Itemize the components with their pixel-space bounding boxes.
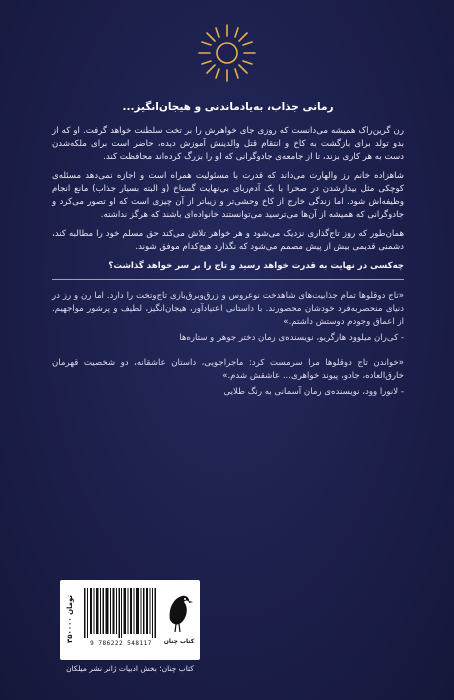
publisher-logo-label: کتاب چنان xyxy=(163,638,195,645)
blurb-paragraph-2: شاهزاده خانم رز والهارت می‌داند که قدرت با مسئولیت همراه است و اجازه نمی‌دهد مسئله‌ی کوچکی مثل بیدارشدن در صحرا با یک آدم‌ربای بی‌نهایت گستاخ (و البته بسیار جذاب) مانع انجام وظیفه‌اش شود. اما زندگی خارج از کاخ وحشی‌تر و زیباتر از آن چیزی است که او تصور می‌کرد و جادوگرانی که همیشه از آن‌ها می‌ترسید می‌توانستند خانواده‌ای باشند که هرگز نداشته. xyxy=(52,171,404,220)
barcode-panel xyxy=(60,580,200,660)
sun-icon xyxy=(196,22,258,84)
barcode-icon xyxy=(84,588,156,638)
blurb-paragraph-1: رن گرین‌راک همیشه می‌دانست که روزی جای خواهرش را بر تخت سلطنت خواهد گرفت. او که از بدو تولد برای بازگشت به کاخ و انتقام قتل والدینش آموزش دیده، حاضر است برای ملکه‌شدن دست به هر کاری بزند، تا از جامعه‌ی جادوگرانی که او را بزرگ کرده‌اند محافظت کند. xyxy=(52,126,404,162)
review-quote-2: «خواندن تاج دوقلوها مرا سرمست کرد: ماجراجویی، داستان عاشقانه، دو شخصیت قهرمان خارق‌العاده، جادو، پیوند خواهری... عاشقش شدم.» xyxy=(52,358,404,381)
blurb-content xyxy=(52,100,404,411)
review-attribution-2: - لانورا وود، نویسنده‌ی رمان آسمانی به رنگ طلایی xyxy=(223,387,404,397)
price-label: ۳۵۰۰۰۰ تومان xyxy=(66,594,74,644)
publisher-bird-icon xyxy=(164,590,194,634)
tagline: رمانی جذاب، به‌یادماندنی و هیجان‌انگیز... xyxy=(122,101,334,113)
closing-question: چه‌کسی در نهایت به قدرت خواهد رسید و تاج را بر سر خواهد گذاشت؟ xyxy=(108,261,404,271)
publisher-footer: کتاب چنان؛ بخش ادبیات ژانر نشر میلکان xyxy=(66,664,194,673)
blurb-paragraph-3: همان‌طور که روز تاج‌گذاری نزدیک می‌شود و هر خواهر تلاش می‌کند حق مسلم خود را مطالبه کند، دشمنی قدیمی بیش از پیش مصمم می‌شود که نگذارد هیچ‌کدام موفق شوند. xyxy=(52,229,404,252)
isbn-digits: 9 786222 548117 xyxy=(90,640,152,647)
review-attribution-1: - کی‌ران میلوود هارگریو، نویسنده‌ی رمان دختر جوهر و ستاره‌ها xyxy=(179,333,404,343)
review-quote-1: «تاج دوقلوها تمام جذابیت‌های شاهدخت نوعروس و زرق‌وبرق‌بازی تاج‌وتخت را دارد. اما رن و رز در دنیای منحصربه‌فرد خودشان محصورند. با داستانی اعتیادآور، هیجان‌انگیز، لطیف و پرشور مواجهیم. از اعماق وجودم دوستش داشتم.» xyxy=(52,291,404,327)
divider xyxy=(52,279,404,280)
